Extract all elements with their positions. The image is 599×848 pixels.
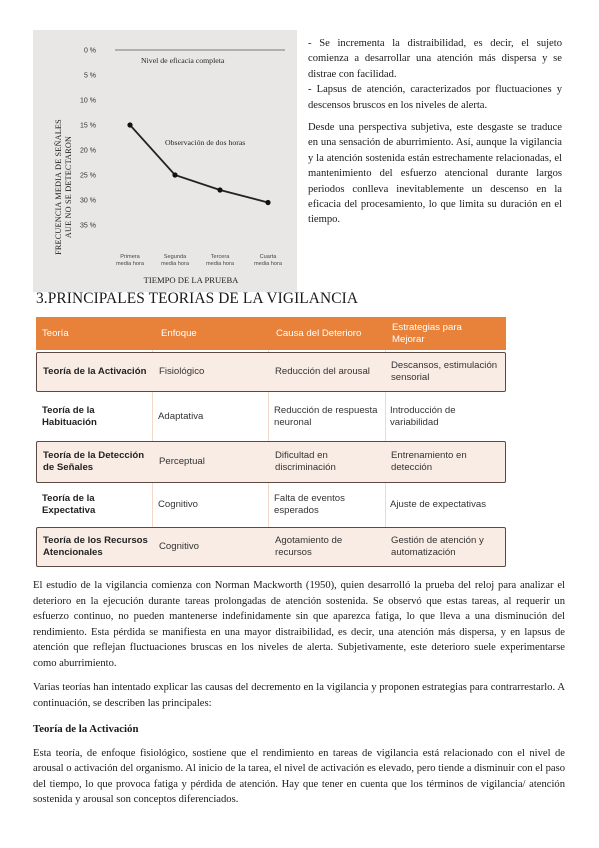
right-text-column <box>308 36 562 228</box>
subjective-paragraph: Desde una perspectiva subjetiva, este desgaste se traduce en una sensación de aburrimiento. Así, aunque la vigilancia y la atención sostenida están estrechamente relacionadas, el mantenimiento del esfuerzo atencional durante largos periodos conlleva inevitablemente un descenso en la eficacia del procesamiento, lo que limita su duración en el tiempo. <box>308 122 562 226</box>
section-title: 3.PRINCIPALES TEORIAS DE LA VIGILANCIA <box>36 290 359 307</box>
data-point <box>127 122 132 127</box>
y-tick-label: 25 % <box>80 172 96 180</box>
x-category-label: media hora <box>161 261 189 267</box>
header-estrategias: Estrategias para Mejorar <box>392 322 462 345</box>
x-axis-label: TIEMPO DE LA PRUEBA <box>143 275 239 285</box>
x-category-label: Segunda <box>163 254 187 260</box>
annotation-full-efficacy: Nivel de eficacia completa <box>141 56 225 65</box>
mackworth-paragraph: El estudio de la vigilancia comienza con Norman Mackworth (1950), quien desarrolló la prueba del reloj para analizar el deterioro en la ejecución durante tareas prolongadas de atención sostenida. Se observó que estas tareas, al requerir un esfuerzo continuo, no pueden mantenerse indefinidamente sin que aparezca fatiga, lo que lleva a una disminución del rendimiento. Esta pérdida se manifiesta en una mayor distraibilidad, es decir, una atención más dispersa, y en lapsus de atención que reflejan fluctuaciones bruscas en los niveles de alerta. Subjetivamente, este deterioro suele experimentarse como aburrimiento. <box>33 580 565 669</box>
x-category-label: media hora <box>116 261 144 267</box>
bullet-lapsus: - Lapsus de atención, caracterizados por fluctuaciones y descensos bruscos en los niveles de alerta. <box>308 84 562 111</box>
table-row: Teoría de la Habituación Adaptativa Reducción de respuesta neuronal Introducción de variabilidad <box>42 405 456 428</box>
x-category-label: Cuarta <box>259 254 277 260</box>
x-category-label: media hora <box>254 261 282 267</box>
y-tick-label: 30 % <box>80 197 96 205</box>
data-point <box>172 172 177 177</box>
chart-svg <box>33 30 297 292</box>
header-enfoque: Enfoque <box>161 327 197 339</box>
activacion-paragraph: Esta teoría, de enfoque fisiológico, sostiene que el rendimiento en tareas de vigilancia está relacionado con el nivel de arousal o activación del organismo. Al inicio de la tarea, el nivel de activación es elevado, pero tiende a disminuir con el paso del tiempo, lo que provoca fatiga y pérdida de atención. Hay que tener en cuenta que los términos de vigilancia/ atención sostenida y arousal son conceptos diferenciados. <box>33 747 565 805</box>
table-row: Teoría de la Activación Fisiológico Reducción del arousal Descansos, estimulación sensorial <box>36 352 506 392</box>
header-causa: Causa del Deterioro <box>276 327 362 339</box>
theories-table <box>36 317 506 567</box>
y-tick-label: 15 % <box>80 122 96 130</box>
body-text <box>33 578 565 808</box>
header-teoria: Teoría <box>42 327 69 339</box>
y-tick-label: 20 % <box>80 147 96 155</box>
y-axis-label-line2: AUE NO SE DETECTARON <box>64 135 73 239</box>
table-row: Teoría de los Recursos Atencionales Cognitivo Agotamiento de recursos Gestión de atención y automatización <box>36 527 506 567</box>
theories-intro-paragraph: Varias teorías han intentado explicar las causas del decremento en la vigilancia y proponen estrategias para contrarrestarlo. A continuación, se describen las principales: <box>33 682 565 709</box>
y-tick-label: 35 % <box>80 222 96 230</box>
table-header <box>36 317 506 350</box>
data-point <box>265 200 270 205</box>
series-line <box>130 125 268 203</box>
bullet-distraibilidad: - Se incrementa la distraibilidad, es decir, el sujeto comienza a desarrollar una atención más dispersa y se distrae con facilidad. <box>308 38 562 80</box>
data-point <box>217 187 222 192</box>
x-category-label: media hora <box>206 261 234 267</box>
x-category-label: Tercera <box>210 254 230 260</box>
table-row: Teoría de la Detección de Señales Perceptual Dificultad en discriminación Entrenamiento en detección <box>36 441 506 483</box>
table-row: Teoría de la Expectativa Cognitivo Falta de eventos esperados Ajuste de expectativas <box>42 493 486 516</box>
vigilance-decrement-chart <box>33 30 297 292</box>
subheading-activacion: Teoría de la Activación <box>33 723 139 735</box>
y-tick-label: 10 % <box>80 97 96 105</box>
y-tick-label: 5 % <box>83 72 96 80</box>
x-category-label: Primera <box>120 254 140 260</box>
annotation-two-hours: Observación de dos horas <box>165 138 246 147</box>
y-tick-label: 0 % <box>83 47 96 55</box>
y-axis-label-line1: FRECUENCIA MEDIA DE SEÑALES <box>54 119 63 255</box>
